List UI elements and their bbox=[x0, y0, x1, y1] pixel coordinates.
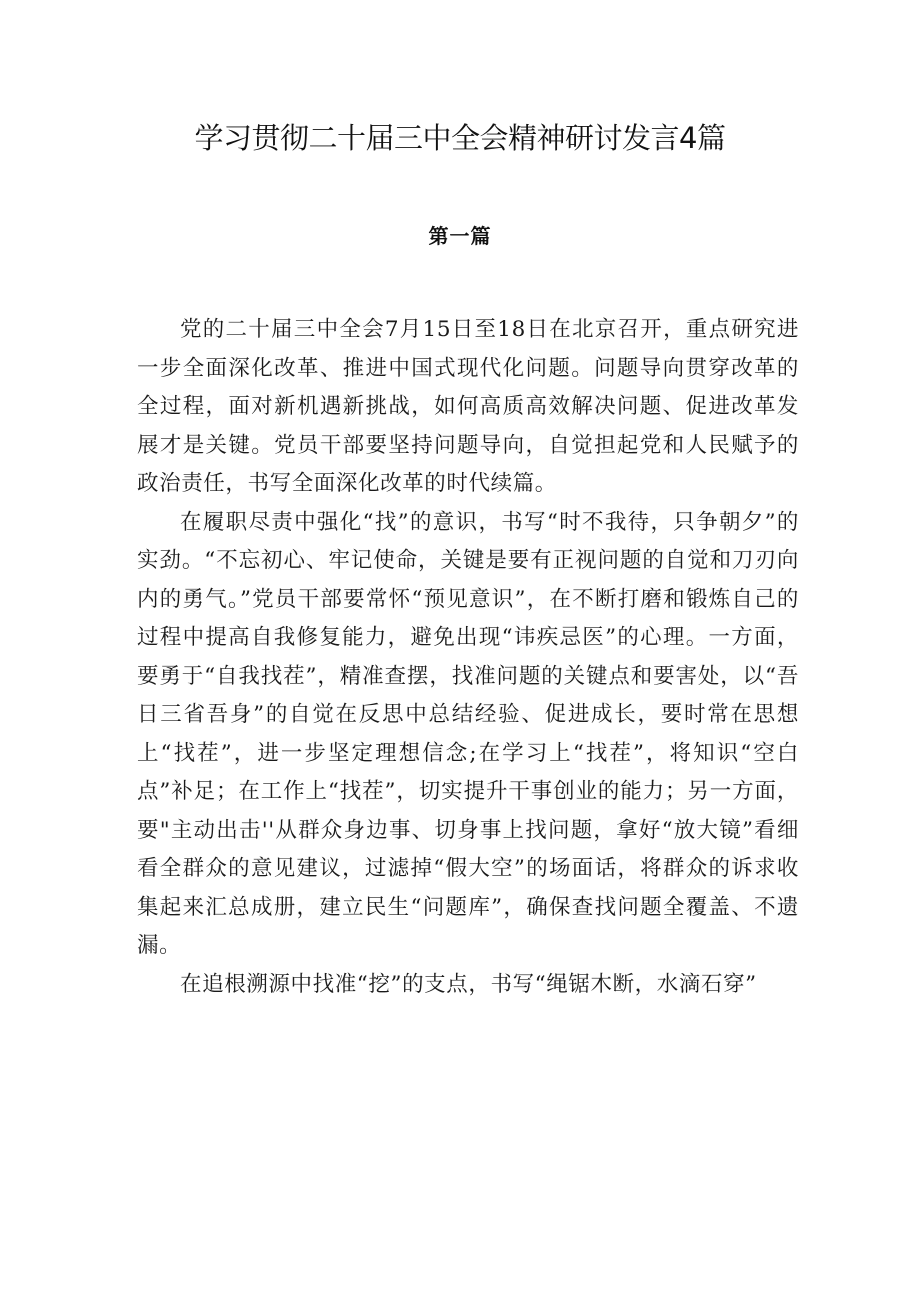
document-title: 学习贯彻二十届三中全会精神研讨发言4篇 bbox=[194, 121, 726, 155]
section-heading: 第一篇 bbox=[428, 224, 492, 248]
document-body bbox=[137, 311, 799, 1004]
paragraph: 在履职尽责中强化“找”的意识，书写“时不我待，只争朝夕”的实劲。“不忘初心、牢记使命，关键是要有正视问题的自觉和刀刃向内的勇气。”党员干部要常怀“预见意识”，在不断打磨和锻炼自己的过程中提高自我修复能力，避免出现“讳疾忌医”的心理。一方面，要勇于“自我找茬”，精准查摆，找准问题的关键点和要害处，以“吾日三省吾身”的自觉在反思中总结经验、促进成长，要时常在思想上“找茬”，进一步坚定理想信念;在学习上“找茬”，将知识“空白点”补足；在工作上“找茬”，切实提升干事创业的能力；另一方面，要"主动出击''从群众身边事、切身事上找问题，拿好“放大镜”看细看全群众的意见建议，过滤掉“假大空”的场面话，将群众的诉求收集起来汇总成册，建立民生“问题库”，确保查找问题全覆盖、不遗漏。 bbox=[137, 509, 799, 958]
paragraph: 在追根溯源中找准“挖”的支点，书写“绳锯木断，水滴石穿” bbox=[180, 971, 757, 997]
paragraph: 党的二十届三中全会7月15日至18日在北京召开，重点研究进一步全面深化改革、推进中国式现代化问题。问题导向贯穿改革的全过程，面对新机遇新挑战，如何高质高效解决问题、促进改革发展才是关键。党员干部要坚持问题导向，自觉担起党和人民赋予的政治责任，书写全面深化改革的时代续篇。 bbox=[137, 317, 799, 496]
